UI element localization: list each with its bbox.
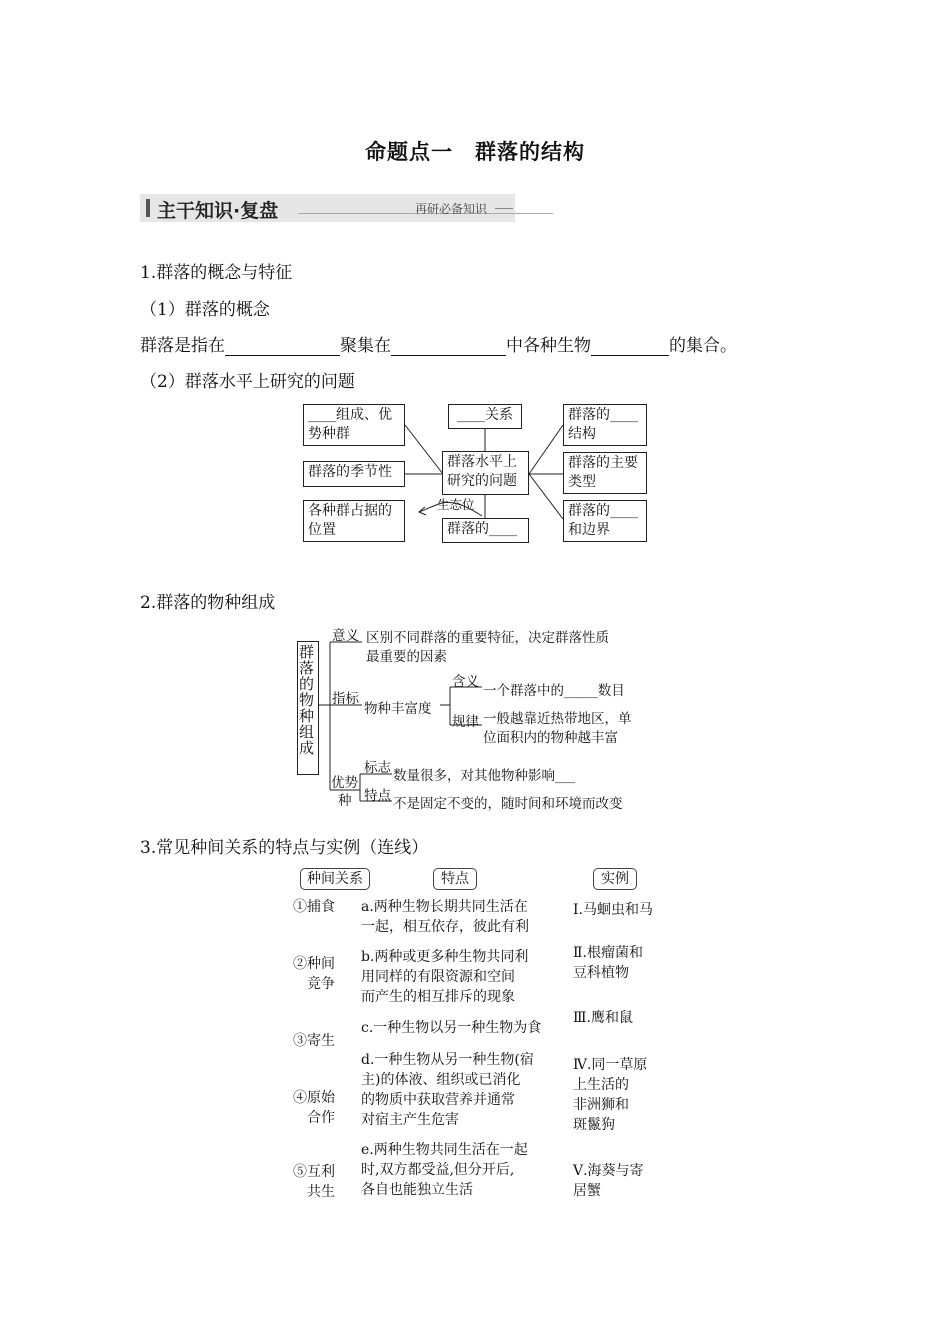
example-3: Ⅲ.鹰和鼠 [573,1010,633,1026]
richness-label: 物种丰富度 [364,701,432,717]
feature-e: e.两种生物共同生活在一起 时,双方都受益,但分开后, 各自也能独立生活 [361,1142,528,1198]
section2-heading: 2.群落的物种组成 [140,593,276,613]
tedian-text: 不是固定不变的，随时间和环境而改变 [393,796,623,812]
banner-title: 主干知识·复盘 [157,200,279,222]
label-yiyi: 意义 [332,628,359,644]
box-right-top: 群落的____结构 [563,404,647,446]
hanyi-text: 一个群落中的_____数目 [483,683,625,699]
box-left-mid: 群落的季节性 [303,461,405,487]
box-center: 群落水平上研究的问题 [442,451,529,495]
example-4: Ⅳ.同一草原 上生活的 非洲狮和 斑鬣狗 [573,1057,648,1133]
section1-sub2: （2）群落水平上研究的问题 [140,372,355,392]
label-tedian: 特点 [364,788,391,804]
box-right-bottom: 群落的____和边界 [563,500,647,542]
banner-subtitle: 再研必备知识 [415,202,488,216]
label-dominant2: 种 [338,793,352,809]
relation-4: ④原始 合作 [293,1090,335,1126]
example-2: Ⅱ.根瘤菌和 豆科植物 [573,945,643,981]
label-guilv: 规律 [452,714,479,730]
section1-sub1: （1）群落的概念 [140,300,270,320]
header-feature: 特点 [433,868,477,890]
label-zhibiao: 指标 [332,691,359,707]
biaozhi-text: 数量很多，对其他物种影响___ [393,768,576,784]
box-top: ____关系 [448,404,522,429]
sentence-part3: 中各种生物 [506,336,591,356]
root-box: 群落的物种组成 [297,641,319,775]
section1-heading: 1.群落的概念与特征 [140,263,293,283]
feature-c: c.一种生物以另一种生物为食 [361,1020,542,1036]
relation-2: ②种间 竞争 [293,956,335,992]
guilv-text2: 位面积内的物种越丰富 [483,730,618,746]
sentence-part2: 聚集在 [340,336,391,356]
header-relation: 种间关系 [300,868,370,890]
arrow-label-niche: 生态位 [437,497,475,512]
feature-d: d.一种生物从另一种生物(宿 主)的体液、组织或已消化 的物质中获取营养并通常 对宿主产生危害 [361,1052,534,1128]
page-title: 命题点一 群落的结构 [365,139,585,164]
feature-a: a.两种生物长期共同生活在 一起，相互依存，彼此有利 [361,899,529,935]
box-bottom: 群落的____ [442,518,529,543]
yiyi-text2: 最重要的因素 [366,649,447,665]
box-left-bottom: 各种群占据的位置 [303,500,405,542]
yiyi-text1: 区别不同群落的重要特征，决定群落性质 [366,630,609,646]
box-right-mid: 群落的主要类型 [563,452,647,494]
relation-1: ①捕食 [293,899,335,915]
feature-b: b.两种或更多种生物共同利 用同样的有限资源和空间 而产生的相互排斥的现象 [361,949,529,1005]
example-1: Ⅰ.马蛔虫和马 [573,902,653,918]
label-hanyi: 含义 [452,674,479,690]
section3-heading: 3.常见种间关系的特点与实例（连线） [140,838,429,858]
relation-5: ⑤互利 共生 [293,1164,335,1200]
box-left-top: ____组成、优势种群 [303,404,405,446]
sentence-part4: 的集合。 [669,336,737,356]
header-example: 实例 [593,868,637,890]
guilv-text1: 一般越靠近热带地区，单 [483,711,632,727]
relation-3: ③寄生 [293,1033,335,1049]
label-biaozhi: 标志 [364,760,391,776]
example-5: Ⅴ.海葵与寄 居蟹 [573,1163,644,1199]
label-dominant1: 优势 [331,775,358,791]
sentence-part1: 群落是指在 [140,336,225,356]
